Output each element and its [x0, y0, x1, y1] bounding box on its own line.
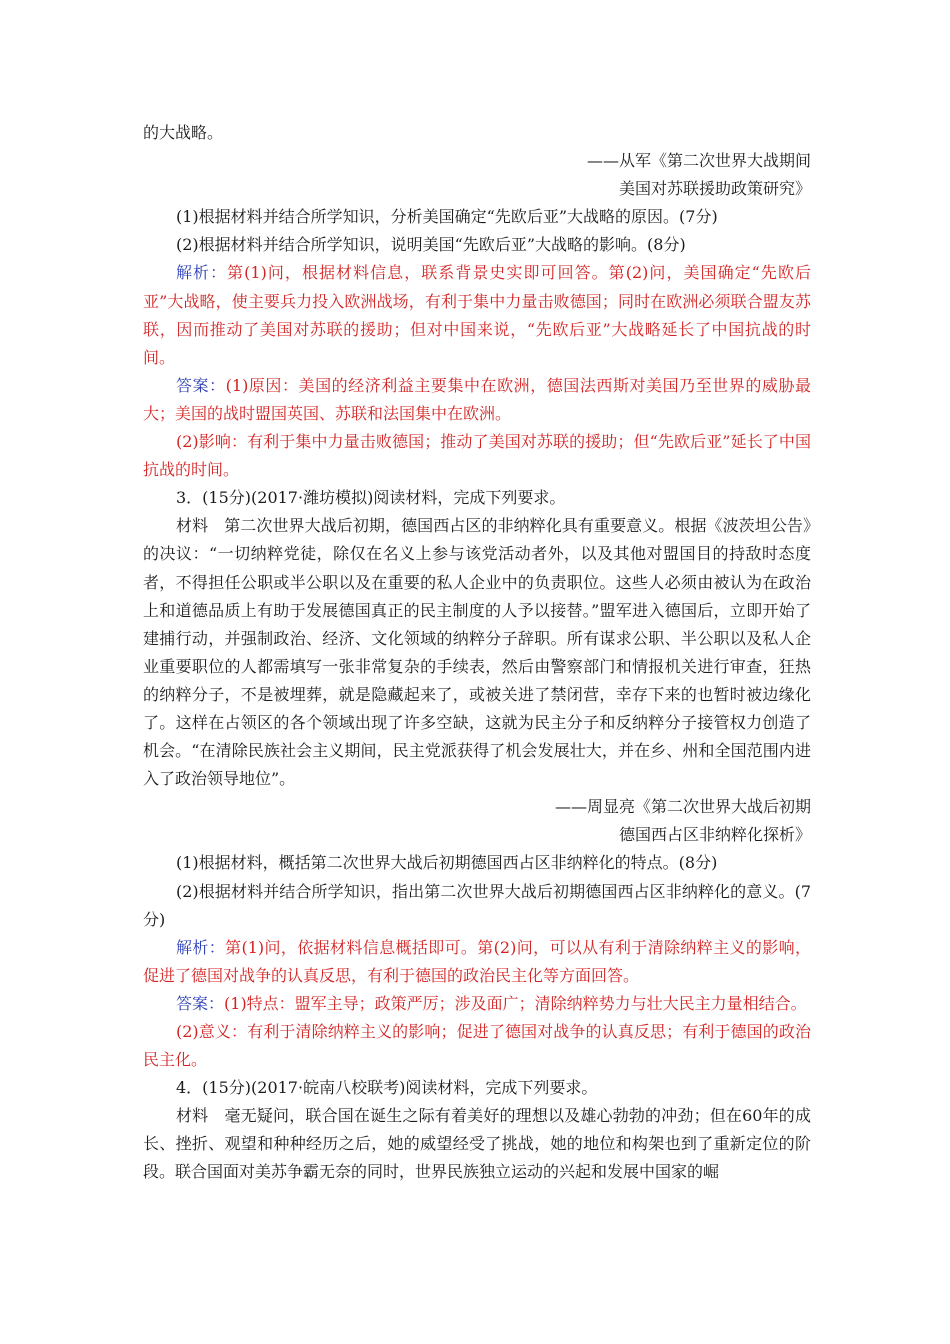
- material-3: 材料 第二次世界大战后初期，德国西占区的非纳粹化具有重要意义。根据《波茨坦公告》的决议：“一切纳粹党徒，除仅在名义上参与该党活动者外，以及其他对盟国目的持敌时态度者，不得担任公职或半公职以及在重要的私人企业中的负责职位。这些人必须由被认为在政治上和道德品质上有助于发展德国真正的民主制度的人予以接替。”盟军进入德国后，立即开始了建捕行动，并强制政治、经济、文化领域的纳粹分子辞职。所有谋求公职、半公职以及私人企业重要职位的人都需填写一张非常复杂的手续表，然后由警察部门和情报机关进行审查，狂热的纳粹分子，不是被埋葬，就是隐藏起来了，或被关进了禁闭营，幸存下来的也暂时被边缘化了。这样在占领区的各个领域出现了许多空缺，这就为民主分子和反纳粹分子接管权力创造了机会。“在清除民族社会主义期间，民主党派获得了机会发展壮大，并在乡、州和全国范围内进入了政治领导地位”。: [143, 516, 811, 789]
- analysis-text: 第(1)问，依据材料信息概括即可。第(2)问，可以从有利于清除纳粹主义的影响，促进了德国对战争的认真反思，有利于德国的政治民主化等方面回答。: [143, 937, 811, 985]
- analysis-text: 第(1)问，根据材料信息，联系背景史实即可回答。第(2)问，美国确定“先欧后亚”大战略，使主要兵力投入欧洲战场，有利于集中力量击败德国；同时在欧洲必须联合盟友苏联，因而推动了美国对苏联的援助；但对中国来说，“先欧后亚”大战略延长了中国抗战的时间。: [143, 263, 811, 367]
- answer-3-1: [143, 990, 811, 1018]
- answer-2-2: (2)影响：有利于集中力量击败德国；推动了美国对苏联的援助；但“先欧后亚”延长了中国抗战的时间。: [143, 432, 811, 480]
- material-4: 材料 毫无疑问，联合国在诞生之际有着美好的理想以及雄心勃勃的冲劲；但在60年的成长、挫折、观望和种种经历之后，她的威望经受了挑战，她的地位和构架也到了重新定位的阶段。联合国面对美苏争霸无奈的同时，世界民族独立运动的兴起和发展中国家的崛: [143, 1106, 811, 1182]
- question-2-1: (1)根据材料并结合所学知识，分析美国确定“先欧后亚”大战略的原因。(7分): [176, 207, 718, 227]
- analysis-2: [143, 259, 811, 371]
- question-2-2: (2)根据材料并结合所学知识，说明美国“先欧后亚”大战略的影响。(8分): [176, 235, 686, 255]
- source-citation-1b: 美国对苏联援助政策研究》: [618, 179, 811, 199]
- source-citation-3a: ——周显亮《第二次世界大战后初期: [554, 797, 811, 817]
- answer-3-2: (2)意义：有利于清除纳粹主义的影响；促进了德国对战争的认真反思；有利于德国的政治民主化。: [143, 1022, 811, 1070]
- source-citation-3b: 德国西占区非纳粹化探析》: [618, 825, 811, 845]
- question-3-1: (1)根据材料，概括第二次世界大战后初期德国西占区非纳粹化的特点。(8分): [176, 853, 718, 873]
- answer-label: 答案：: [176, 375, 226, 395]
- answer-2-1: [143, 372, 811, 428]
- continued-text: 的大战略。: [143, 123, 224, 142]
- answer-text: (1)特点：盟军主导；政策严厉；涉及面广；清除纳粹势力与壮大民主力量相结合。: [224, 993, 807, 1013]
- analysis-3: [143, 934, 811, 990]
- question-4-header: 4．(15分)(2017·皖南八校联考)阅读材料，完成下列要求。: [176, 1078, 598, 1098]
- question-3-2: (2)根据材料并结合所学知识，指出第二次世界大战后初期德国西占区非纳粹化的意义。(7分): [143, 881, 811, 929]
- answer-label: 答案：: [176, 993, 225, 1013]
- analysis-label: 解析：: [176, 937, 226, 957]
- source-citation-1a: ——从军《第二次世界大战期间: [586, 151, 811, 171]
- document-page: [143, 119, 811, 1187]
- answer-text: (1)原因：美国的经济利益主要集中在欧洲，德国法西斯对美国乃至世界的威胁最大；美国的战时盟国英国、苏联和法国集中在欧洲。: [143, 375, 811, 423]
- question-3-header: 3．(15分)(2017·潍坊模拟)阅读材料，完成下列要求。: [176, 488, 566, 508]
- analysis-label: 解析：: [176, 263, 228, 283]
